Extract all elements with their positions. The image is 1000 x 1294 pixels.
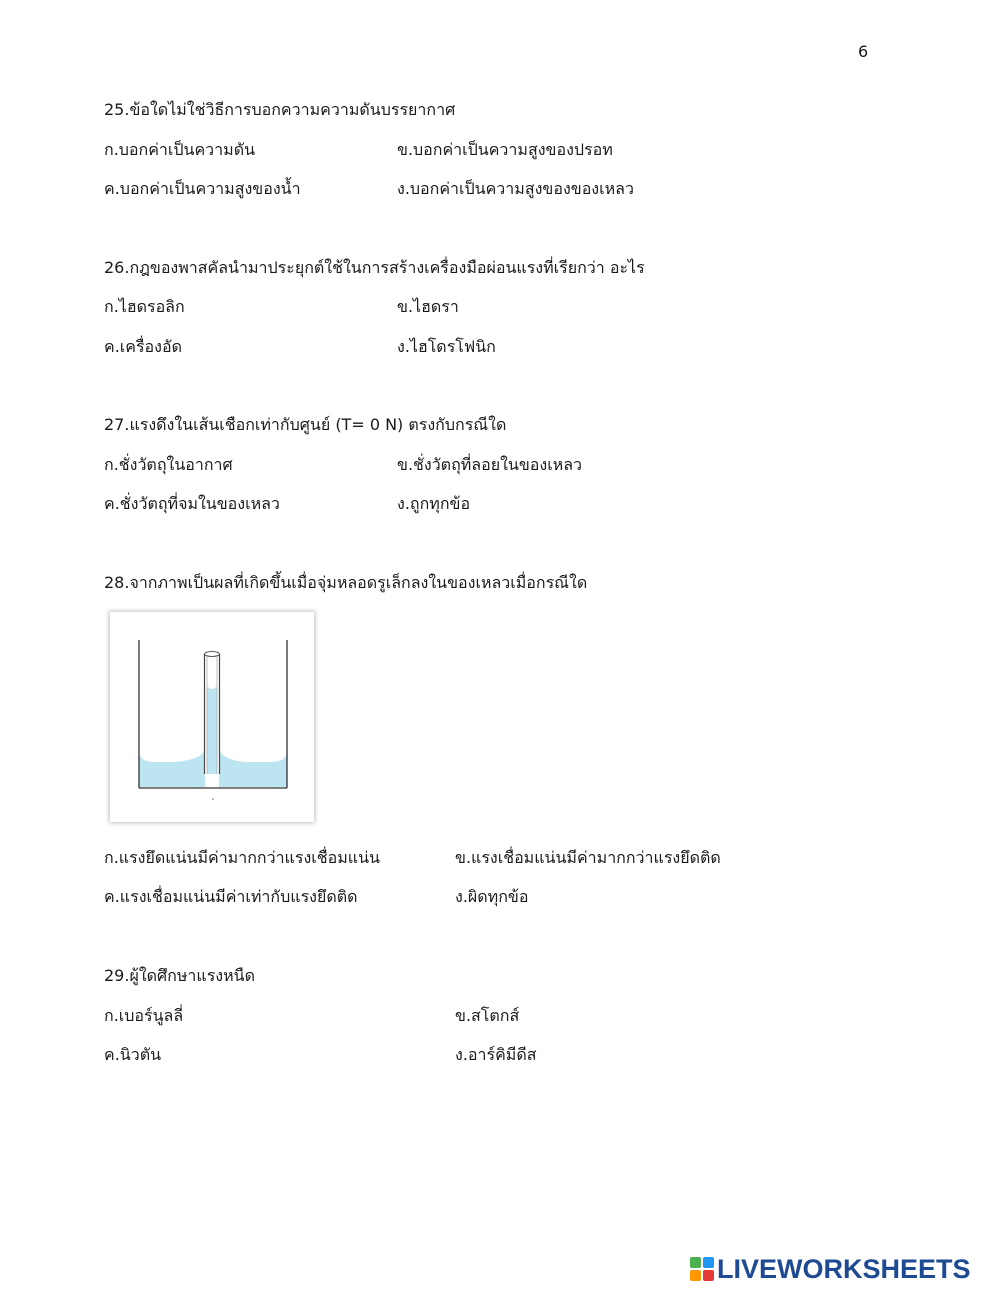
q25-option-d: ง.บอกค่าเป็นความสูงของของเหลว — [397, 179, 634, 198]
q26-option-d: ง.ไฮโดรโฟนิก — [397, 337, 496, 356]
question-29: 29.ผู้ใดศึกษาแรงหนืด — [104, 966, 255, 985]
q29-option-a: ก.เบอร์นูลลี่ — [104, 1006, 184, 1025]
q29-option-c: ค.นิวตัน — [104, 1045, 162, 1064]
q29-option-b: ข.สโตกส์ — [455, 1006, 520, 1025]
question-28: 28.จากภาพเป็นผลที่เกิดขึ้นเมื่อจุ่มหลอดรูเล็กลงในของเหลวเมื่อกรณีใด — [104, 573, 588, 592]
question-25: 25.ข้อใดไม่ใช่วิธีการบอกความความดันบรรยากาศ — [104, 100, 456, 119]
question-27: 27.แรงดึงในเส้นเชือกเท่ากับศูนย์ (T= 0 N) ตรงกับกรณีใด — [104, 415, 507, 434]
q28-option-d: ง.ผิดทุกข้อ — [455, 887, 529, 906]
q26-option-c: ค.เครื่องอัด — [104, 337, 182, 356]
q25-option-b: ข.บอกค่าเป็นความสูงของปรอท — [397, 140, 613, 159]
question-26: 26.กฎของพาสคัลนำมาประยุกต์ใช้ในการสร้างเครื่องมือผ่อนแรงที่เรียกว่า อะไร — [104, 258, 645, 277]
q27-option-d: ง.ถูกทุกข้อ — [397, 494, 471, 513]
q25-option-c: ค.บอกค่าเป็นความสูงของน้ำ — [104, 179, 301, 198]
q26-option-a: ก.ไฮดรอลิก — [104, 297, 185, 316]
q28-option-b: ข.แรงเชื่อมแน่นมีค่ามากกว่าแรงยึดติด — [455, 848, 721, 867]
liveworksheets-logo[interactable] — [690, 1254, 971, 1284]
capillary-tube-icon — [110, 612, 314, 822]
liveworksheets-logo-icon — [690, 1257, 714, 1281]
q26-option-b: ข.ไฮดรา — [397, 297, 459, 316]
capillary-tube-figure — [110, 612, 314, 822]
q27-option-b: ข.ชั่งวัตถุที่ลอยในของเหลว — [397, 455, 583, 474]
q27-option-c: ค.ชั่งวัตถุที่จมในของเหลว — [104, 494, 280, 513]
brand-name: LIVEWORKSHEETS — [717, 1253, 971, 1284]
q27-option-a: ก.ชั่งวัตถุในอากาศ — [104, 455, 233, 474]
q29-option-d: ง.อาร์คิมีดีส — [455, 1045, 537, 1064]
page-number: 6 — [858, 42, 869, 61]
q25-option-a: ก.บอกค่าเป็นความดัน — [104, 140, 256, 159]
q28-option-c: ค.แรงเชื่อมแน่นมีค่าเท่ากับแรงยึดติด — [104, 887, 358, 906]
q28-option-a: ก.แรงยึดแน่นมีค่ามากกว่าแรงเชื่อมแน่น — [104, 848, 380, 867]
